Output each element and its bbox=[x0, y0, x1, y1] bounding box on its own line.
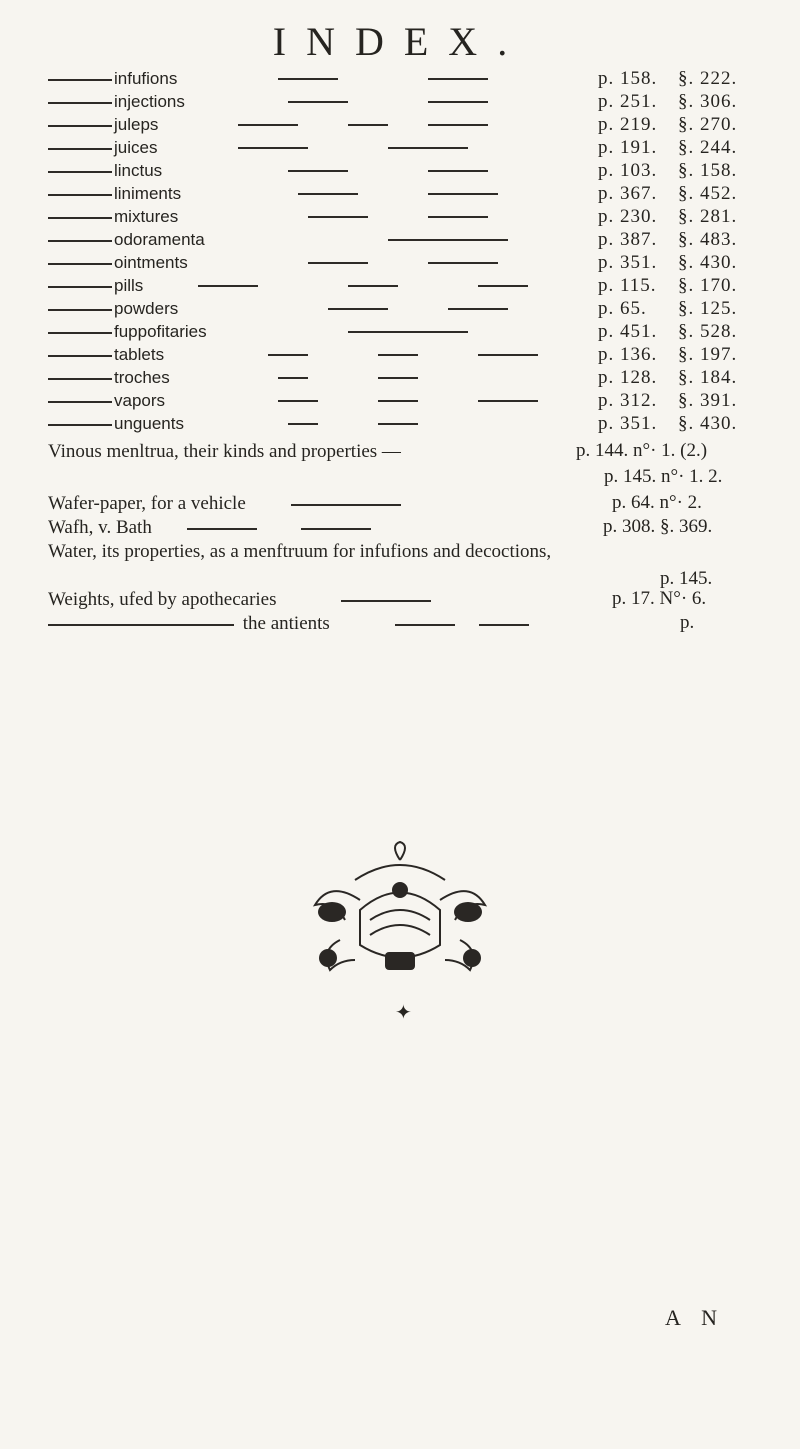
leader-dash bbox=[48, 624, 234, 626]
leader-dash bbox=[268, 354, 308, 356]
entry-page: p. 158. bbox=[598, 68, 658, 89]
entry-section: §. 306. bbox=[678, 91, 738, 112]
index-entry bbox=[48, 183, 768, 205]
leader-dash bbox=[428, 216, 488, 218]
leader-dash bbox=[48, 309, 112, 311]
entry-wafer-text: Wafer-paper, for a vehicle bbox=[48, 493, 246, 514]
entry-reference bbox=[598, 390, 738, 412]
leader-dash bbox=[378, 400, 418, 402]
entry-water-ref: p. 145. bbox=[660, 568, 713, 589]
entry-name: unguents bbox=[114, 414, 184, 433]
leader-dash bbox=[48, 102, 112, 104]
entry-vinous-ref: p. 144. n°· 1. (2.) bbox=[576, 440, 708, 461]
leader-dash bbox=[328, 308, 388, 310]
leader-dash bbox=[301, 528, 371, 530]
entry-reference bbox=[598, 91, 738, 113]
leader-dash bbox=[48, 171, 112, 173]
entry-page: p. 251. bbox=[598, 91, 658, 112]
entry-page: p. 191. bbox=[598, 137, 658, 158]
entry-reference bbox=[598, 413, 738, 435]
index-entry bbox=[48, 114, 768, 136]
entry-page: p. 115. bbox=[598, 275, 657, 296]
leader-dash bbox=[348, 285, 398, 287]
leader-dash bbox=[428, 101, 488, 103]
entry-section: §. 125. bbox=[678, 298, 738, 319]
ornament-woodcut-icon bbox=[300, 840, 500, 980]
entry-section: §. 430. bbox=[678, 413, 738, 434]
index-entry bbox=[48, 68, 768, 90]
leader-dash bbox=[428, 193, 498, 195]
entry-section: §. 528. bbox=[678, 321, 738, 342]
leader-dash bbox=[48, 79, 112, 81]
index-entry bbox=[48, 91, 768, 113]
entry-name: linctus bbox=[114, 161, 163, 180]
index-entry bbox=[48, 137, 768, 159]
leader-dash bbox=[48, 378, 112, 380]
index-entry bbox=[48, 275, 768, 297]
leader-dash bbox=[288, 423, 318, 425]
entry-reference bbox=[598, 160, 738, 182]
leader-dash bbox=[378, 423, 418, 425]
index-entry bbox=[48, 344, 768, 366]
entry-page: p. 451. bbox=[598, 321, 658, 342]
entry-page: p. 367. bbox=[598, 183, 658, 204]
leader-dash bbox=[388, 239, 508, 241]
entry-page: p. 103. bbox=[598, 160, 658, 181]
leader-dash bbox=[428, 170, 488, 172]
index-entry bbox=[48, 252, 768, 274]
catchword: A N bbox=[665, 1305, 726, 1330]
index-entry bbox=[48, 321, 768, 343]
leader-dash bbox=[48, 125, 112, 127]
index-entry bbox=[48, 413, 768, 435]
leader-dash bbox=[428, 124, 488, 126]
entry-section: §. 170. bbox=[678, 275, 738, 296]
leader-dash bbox=[348, 331, 468, 333]
entry-weights-text: Weights, ufed by apothecaries bbox=[48, 589, 277, 610]
entry-name: liniments bbox=[114, 184, 182, 203]
leader-dash bbox=[48, 355, 112, 357]
entry-page: p. 351. bbox=[598, 252, 658, 273]
leader-dash bbox=[48, 240, 112, 242]
entry-reference bbox=[598, 137, 738, 159]
printer-mark-icon: ✦ bbox=[395, 1000, 412, 1024]
entry-section: §. 158. bbox=[678, 160, 738, 181]
leader-dash bbox=[278, 78, 338, 80]
entry-reference bbox=[598, 229, 738, 251]
leader-dash bbox=[388, 147, 468, 149]
entry-name: ointments bbox=[114, 253, 188, 272]
leader-dash bbox=[288, 101, 348, 103]
entry-name: odoramenta bbox=[114, 230, 205, 249]
entry-section: §. 430. bbox=[678, 252, 738, 273]
entry-page: p. 65. bbox=[598, 298, 647, 319]
entry-name: mixtures bbox=[114, 207, 179, 226]
leader-dash bbox=[308, 262, 368, 264]
entry-page: p. 136. bbox=[598, 344, 658, 365]
leader-dash bbox=[478, 354, 538, 356]
entry-page: p. 128. bbox=[598, 367, 658, 388]
leader-dash bbox=[48, 332, 112, 334]
leader-dash bbox=[479, 624, 529, 626]
entry-antients-ref: p. bbox=[680, 612, 695, 633]
entry-reference bbox=[598, 114, 738, 136]
leader-dash bbox=[428, 262, 498, 264]
leader-dash bbox=[378, 377, 418, 379]
leader-dash bbox=[341, 600, 431, 602]
entry-name: tablets bbox=[114, 345, 165, 364]
leader-dash bbox=[238, 124, 298, 126]
index-entry bbox=[48, 298, 768, 320]
entry-section: §. 452. bbox=[678, 183, 738, 204]
leader-dash bbox=[288, 170, 348, 172]
entry-antients bbox=[48, 612, 529, 636]
index-entry bbox=[48, 229, 768, 251]
entry-reference bbox=[598, 321, 738, 343]
entry-reference bbox=[598, 344, 738, 366]
index-entry bbox=[48, 160, 768, 182]
entry-vinous-text: Vinous menltrua, their kinds and properties — bbox=[48, 441, 401, 462]
entry-water-text: Water, its properties, as a menftruum for infufions and decoctions, bbox=[48, 541, 552, 562]
entry-name: juices bbox=[114, 138, 158, 157]
leader-dash bbox=[48, 194, 112, 196]
leader-dash bbox=[298, 193, 358, 195]
leader-dash bbox=[478, 285, 528, 287]
entry-name: infufions bbox=[114, 69, 178, 88]
entry-page: p. 219. bbox=[598, 114, 658, 135]
entry-section: §. 184. bbox=[678, 367, 738, 388]
entry-wash-ref: p. 308. §. 369. bbox=[603, 516, 713, 537]
leader-dash bbox=[48, 401, 112, 403]
leader-dash bbox=[348, 124, 388, 126]
entry-name: juleps bbox=[114, 115, 159, 134]
entry-name: powders bbox=[114, 299, 179, 318]
entry-weights-ref: p. 17. N°· 6. bbox=[612, 588, 707, 609]
entry-section: §. 483. bbox=[678, 229, 738, 250]
entry-name: pills bbox=[114, 276, 144, 295]
entry-reference bbox=[598, 252, 738, 274]
entry-wafer bbox=[48, 492, 401, 516]
entry-section: §. 197. bbox=[678, 344, 738, 365]
entry-antients-text: the antients bbox=[242, 613, 330, 634]
leader-dash bbox=[187, 528, 257, 530]
leader-dash bbox=[238, 147, 308, 149]
leader-dash bbox=[198, 285, 258, 287]
leader-dash bbox=[278, 400, 318, 402]
index-heading: INDEX. bbox=[272, 19, 528, 64]
entry-page: p. 312. bbox=[598, 390, 658, 411]
entry-section: §. 244. bbox=[678, 137, 738, 158]
leader-dash bbox=[291, 504, 401, 506]
leader-dash bbox=[48, 217, 112, 219]
entry-section: §. 222. bbox=[678, 68, 738, 89]
entry-reference bbox=[598, 206, 738, 228]
leader-dash bbox=[48, 263, 112, 265]
entry-page: p. 230. bbox=[598, 206, 658, 227]
entry-wash bbox=[48, 516, 371, 540]
entry-name: injections bbox=[114, 92, 185, 111]
entry-section: §. 281. bbox=[678, 206, 738, 227]
entry-wafer-ref: p. 64. n°· 2. bbox=[612, 492, 702, 513]
entry-reference bbox=[598, 298, 738, 320]
entry-section: §. 270. bbox=[678, 114, 738, 135]
leader-dash bbox=[448, 308, 508, 310]
entry-water bbox=[48, 540, 551, 564]
entry-name: fuppofitaries bbox=[114, 322, 207, 341]
entry-section: §. 391. bbox=[678, 390, 738, 411]
entry-reference bbox=[598, 68, 738, 90]
leader-dash bbox=[478, 400, 538, 402]
leader-dash bbox=[48, 286, 112, 288]
entry-name: vapors bbox=[114, 391, 166, 410]
entry-reference bbox=[598, 367, 738, 389]
index-entry bbox=[48, 206, 768, 228]
entry-page: p. 387. bbox=[598, 229, 658, 250]
leader-dash bbox=[308, 216, 368, 218]
index-entry bbox=[48, 367, 768, 389]
index-entry bbox=[48, 390, 768, 412]
entry-name: troches bbox=[114, 368, 170, 387]
leader-dash bbox=[378, 354, 418, 356]
leader-dash bbox=[278, 377, 308, 379]
entry-page: p. 351. bbox=[598, 413, 658, 434]
leader-dash bbox=[428, 78, 488, 80]
leader-dash bbox=[48, 424, 112, 426]
entry-wash-text: Wafh, v. Bath bbox=[48, 517, 152, 538]
leader-dash bbox=[48, 148, 112, 150]
entry-reference bbox=[598, 275, 738, 297]
entry-vinous-ref-2: p. 145. n°· 1. 2. bbox=[604, 466, 723, 487]
leader-dash bbox=[395, 624, 455, 626]
entry-weights bbox=[48, 588, 431, 612]
entry-vinous bbox=[48, 440, 401, 464]
entry-reference bbox=[598, 183, 738, 205]
